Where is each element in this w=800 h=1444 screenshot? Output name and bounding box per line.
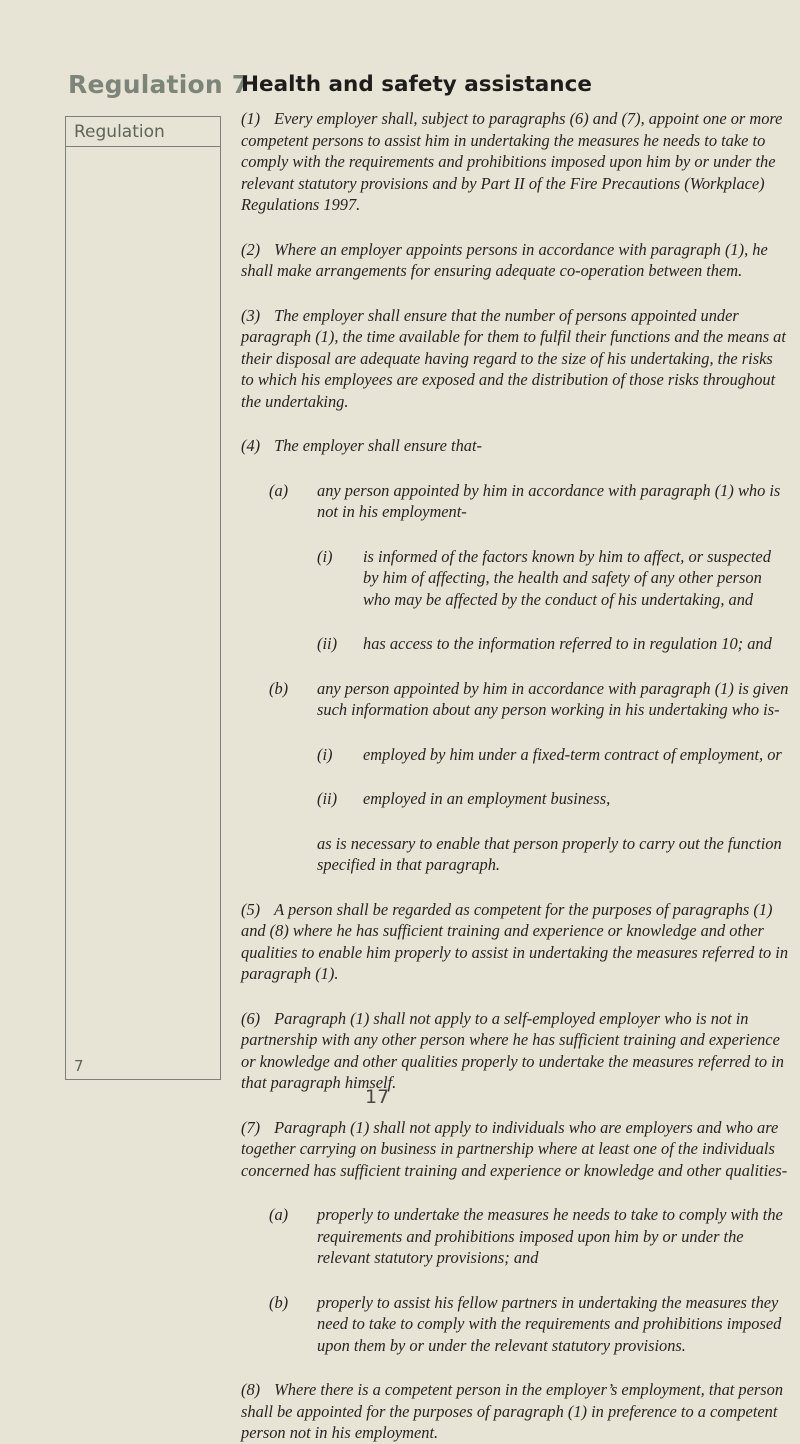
clause-4b-i — [317, 744, 789, 766]
paragraph-text: The employer shall ensure that the number of persons appointed under paragraph (1), the time available for them to fulfil their functions and the means at their disposal are adequate having regard to the size of his undertaking, the risks to which his employees are exposed and the distribution of those risks throughout the undertaking. — [241, 305, 786, 411]
clause-4b-ii — [317, 788, 789, 810]
paragraph-number: (8) — [241, 1380, 261, 1399]
paragraph-text: properly to undertake the measures he needs to take to comply with the requirements and prohibitions imposed upon him by or under the relevant statutory provisions; and — [317, 1205, 783, 1267]
paragraph-text: is informed of the factors known by him to affect, or suspected by him of affecting, the health and safety of any other person who may be affected by the conduct of his undertaking, and — [363, 546, 771, 609]
paragraph-number: (ii) — [317, 634, 338, 653]
regulation-sidebar — [65, 116, 221, 1080]
paragraph-3 — [241, 305, 789, 413]
paragraph-5 — [241, 899, 789, 985]
paragraph-2 — [241, 239, 789, 282]
paragraph-7 — [241, 1117, 789, 1182]
page-title: Health and safety assistance — [241, 72, 592, 97]
paragraph-4-continuation — [269, 833, 789, 876]
paragraph-text: employed in an employment business, — [363, 789, 611, 808]
paragraph-text: Paragraph (1) shall not apply to a self-employed employer who is not in partnership with any other person where he has sufficient training and experience or knowledge and other qualities properly to undertake the measures referred to in that paragraph himself. — [241, 1008, 784, 1092]
paragraph-number: (1) — [241, 109, 261, 128]
paragraph-text: The employer shall ensure that- — [274, 436, 483, 455]
paragraph-text: Where there is a competent person in the employer’s employment, that person shall be appointed for the purposes of paragraph (1) in preference to a competent person not in his employment. — [241, 1380, 784, 1442]
paragraph-number: (2) — [241, 239, 261, 259]
paragraph-text: any person appointed by him in accordance with paragraph (1) who is not in his employment- — [317, 480, 781, 521]
paragraph-text: A person shall be regarded as competent for the purposes of paragraphs (1) and (8) where he has sufficient training and experience or knowledge and other qualities to enable him properly to assist in undertaking the measures referred to in paragraph (1). — [241, 899, 789, 983]
regulation-heading: Regulation 7 — [68, 70, 250, 99]
paragraph-8 — [241, 1379, 789, 1444]
subparagraph-7b — [269, 1292, 789, 1357]
paragraph-text: properly to assist his fellow partners in undertaking the measures they need to take to comply with the requirements and prohibitions imposed upon them by or under the relevant statutory provisions. — [317, 1292, 782, 1355]
paragraph-number: (b) — [269, 1292, 289, 1312]
paragraph-4 — [241, 435, 789, 457]
paragraph-text: any person appointed by him in accordance with paragraph (1) is given such information about any person working in his undertaking who is- — [317, 678, 789, 719]
paragraph-text: Paragraph (1) shall not apply to individuals who are employers and who are together carrying on business in partnership where at least one of the individuals concerned has sufficient training and experience or knowledge and other qualities- — [241, 1117, 788, 1180]
subparagraph-4b — [269, 678, 789, 721]
paragraph-1 — [241, 108, 789, 216]
paragraph-number: (a) — [269, 480, 289, 500]
page-number: 17 — [365, 1086, 390, 1108]
regulation-body — [241, 108, 789, 1444]
paragraph-number: (3) — [241, 305, 261, 325]
paragraph-number: (i) — [317, 744, 333, 764]
paragraph-text: as is necessary to enable that person properly to carry out the function specified in that paragraph. — [317, 833, 782, 874]
paragraph-number: (b) — [269, 678, 289, 698]
sidebar-divider — [66, 146, 220, 147]
paragraph-number: (a) — [269, 1205, 289, 1224]
paragraph-6 — [241, 1008, 789, 1094]
paragraph-text: employed by him under a fixed-term contract of employment, or — [363, 744, 782, 764]
paragraph-number: (7) — [241, 1117, 261, 1137]
paragraph-text: has access to the information referred to in regulation 10; and — [363, 634, 772, 653]
paragraph-number: (ii) — [317, 789, 338, 808]
clause-4a-i — [317, 546, 789, 611]
paragraph-number: (4) — [241, 436, 261, 455]
sidebar-label: Regulation — [74, 122, 165, 142]
paragraph-number: (6) — [241, 1008, 261, 1028]
paragraph-text: Every employer shall, subject to paragraphs (6) and (7), appoint one or more competent persons to assist him in undertaking the measures he needs to take to comply with the requirements and prohibitions imposed upon him by or under the relevant statutory provisions and by Part II of the Fire Precautions (Workplace) Regulations 1997. — [241, 109, 783, 214]
paragraph-number: (i) — [317, 546, 333, 566]
paragraph-number: (5) — [241, 899, 261, 919]
sidebar-regulation-number: 7 — [74, 1057, 84, 1075]
clause-4a-ii — [317, 633, 789, 655]
paragraph-text: Where an employer appoints persons in accordance with paragraph (1), he shall make arrangements for ensuring adequate co-operation between them. — [241, 239, 768, 280]
subparagraph-7a — [269, 1204, 789, 1269]
subparagraph-4a — [269, 480, 789, 523]
